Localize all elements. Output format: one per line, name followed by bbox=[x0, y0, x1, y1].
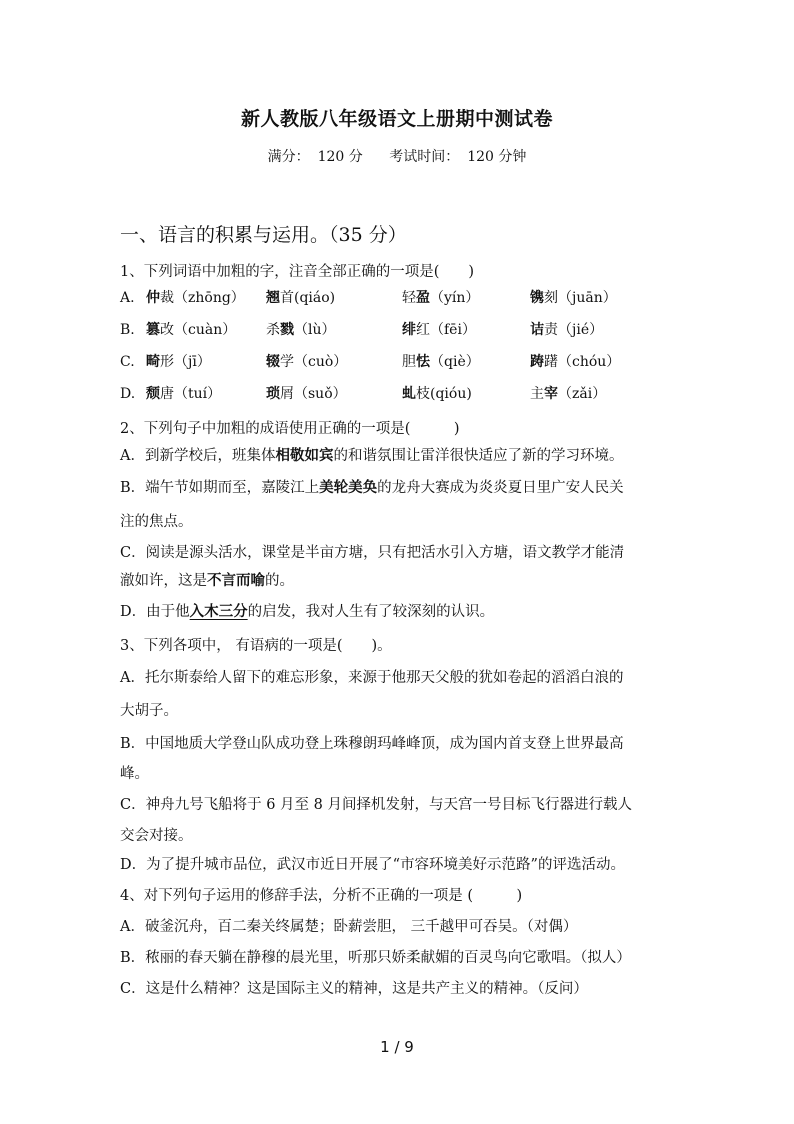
q1-option-label: C. bbox=[120, 354, 135, 370]
q1-option-word bbox=[266, 288, 335, 308]
q1-option-label: A. bbox=[120, 290, 135, 306]
q2-option-d bbox=[120, 602, 494, 622]
q3-option-a-line2: 大胡子。 bbox=[120, 703, 178, 719]
plain-char: 主 bbox=[530, 386, 544, 402]
q2-stem: 2、下列句子中加粗的成语使用正确的一项是( ) bbox=[120, 421, 460, 437]
q1-option-word bbox=[402, 384, 472, 404]
q1-option-word bbox=[146, 352, 211, 372]
q1-option-word bbox=[266, 352, 347, 372]
pinyin-text: 刻（juān） bbox=[544, 290, 617, 306]
page-title: 新人教版八年级语文上册期中测试卷 bbox=[240, 108, 553, 130]
q1-option-label: B. bbox=[120, 322, 135, 338]
q2-option-b bbox=[120, 478, 624, 498]
q2-c-text-end: 的。 bbox=[265, 573, 294, 589]
q1-stem: 1、下列词语中加粗的字，注音全部正确的一项是( ) bbox=[120, 264, 475, 280]
q1-option-word bbox=[402, 288, 479, 308]
plain-char: 杀 bbox=[266, 322, 280, 338]
q4-stem: 4、对下列句子运用的修辞手法，分析不正确的一项是 ( ) bbox=[120, 888, 523, 904]
pinyin-text: （qiè） bbox=[430, 354, 480, 370]
pinyin-text: 屑（suǒ） bbox=[280, 386, 347, 402]
q2-option-c-line2 bbox=[120, 571, 294, 591]
q1-option-word bbox=[530, 384, 606, 404]
q2-a-idiom: 相敬如宾 bbox=[275, 447, 334, 464]
bold-char: 虬 bbox=[402, 386, 416, 402]
plain-char: 胆 bbox=[402, 354, 416, 370]
q2-d-text: D．由于他 bbox=[120, 604, 190, 620]
bold-char: 琐 bbox=[266, 386, 280, 402]
q2-d-text-end: 的启发，我对人生有了较深刻的认识。 bbox=[247, 604, 495, 620]
pinyin-text: 唐（tuí） bbox=[160, 386, 222, 402]
score-value: 120 分 bbox=[317, 149, 363, 165]
q2-d-idiom: 入木三分 bbox=[189, 603, 248, 620]
page-number: 1 / 9 bbox=[380, 1038, 414, 1056]
pinyin-text: 改（cuàn） bbox=[160, 322, 237, 338]
bold-char: 戮 bbox=[280, 322, 294, 338]
pinyin-text: 形（jī） bbox=[160, 354, 211, 370]
q1-option-word bbox=[402, 352, 480, 372]
q2-b-text: B．端午节如期而至，嘉陵江上 bbox=[120, 480, 320, 496]
pinyin-text: （yín） bbox=[430, 290, 480, 306]
q3-stem: 3、下列各项中， 有语病的一项是( )。 bbox=[120, 638, 392, 654]
q2-option-c-line1: C．阅读是源头活水，课堂是半亩方塘，只有把活水引入方塘，语文教学才能清 bbox=[120, 545, 625, 561]
q3-option-c-line1: C．神舟九号飞船将于 6 月至 8 月间择机发射，与天宫一号目标飞行器进行载人 bbox=[120, 797, 632, 813]
pinyin-text: 枝(qióu) bbox=[416, 386, 472, 402]
q1-option-word bbox=[402, 320, 476, 340]
bold-char: 颓 bbox=[146, 386, 160, 402]
q4-option-c: C．这是什么精神？这是国际主义的精神，这是共产主义的精神。（反问） bbox=[120, 981, 588, 997]
q3-option-b-line2: 峰。 bbox=[120, 766, 149, 782]
time-value: 120 分钟 bbox=[467, 149, 527, 165]
q2-option-a bbox=[120, 446, 623, 466]
bold-char: 镌 bbox=[530, 290, 544, 306]
q2-a-text: A．到新学校后，班集体 bbox=[120, 448, 276, 464]
q2-b-idiom: 美轮美奂 bbox=[319, 479, 378, 496]
pinyin-text: （lù） bbox=[294, 322, 336, 338]
q3-option-c-line2: 交会对接。 bbox=[120, 828, 193, 844]
exam-info bbox=[0, 146, 794, 166]
q1-option-word bbox=[146, 384, 221, 404]
q1-option-word bbox=[530, 288, 617, 308]
pinyin-text: 学（cuò） bbox=[280, 354, 348, 370]
pinyin-text: 裁（zhōng） bbox=[160, 290, 245, 306]
bold-char: 踌 bbox=[530, 354, 544, 370]
q3-option-d: D．为了提升城市品位，武汉市近日开展了“市容环境美好示范路”的评选活动。 bbox=[120, 857, 625, 873]
q1-option-word bbox=[530, 320, 603, 340]
bold-char: 宰 bbox=[544, 386, 558, 402]
q1-option-word bbox=[266, 384, 347, 404]
pinyin-text: 责（jié） bbox=[544, 322, 604, 338]
q2-option-b-cont: 注的焦点。 bbox=[120, 514, 193, 530]
bold-char: 怯 bbox=[416, 354, 430, 370]
pinyin-text: 首(qiáo) bbox=[280, 290, 336, 306]
time-label: 考试时间： bbox=[389, 149, 460, 165]
bold-char: 仲 bbox=[146, 290, 160, 306]
q2-c-text: 澈如许，这是 bbox=[120, 573, 207, 589]
bold-char: 篡 bbox=[146, 322, 160, 338]
section-heading: 一、语言的积累与运用。（35 分） bbox=[120, 224, 407, 246]
q2-b-text-end: 的龙舟大赛成为炎炎夏日里广安人民关 bbox=[377, 480, 624, 496]
q1-option-word bbox=[146, 320, 236, 340]
bold-char: 翘 bbox=[266, 290, 280, 306]
pinyin-text: （zǎi） bbox=[558, 386, 607, 402]
q3-option-b-line1: B．中国地质大学登山队成功登上珠穆朗玛峰峰顶，成为国内首支登上世界最高 bbox=[120, 736, 624, 752]
q1-option-word bbox=[530, 352, 620, 372]
score-label: 满分： bbox=[267, 149, 310, 165]
pinyin-text: 躇（chóu） bbox=[544, 354, 621, 370]
q4-option-a: A．破釜沉舟，百二秦关终属楚；卧薪尝胆， 三千越甲可吞吴。（对偶） bbox=[120, 919, 578, 935]
q4-option-b: B．秾丽的春天躺在静穆的晨光里，听那只娇柔献媚的百灵鸟向它歌唱。（拟人） bbox=[120, 950, 631, 966]
bold-char: 绯 bbox=[402, 322, 416, 338]
q1-option-word bbox=[266, 320, 336, 340]
q1-option-word bbox=[146, 288, 245, 308]
q2-c-idiom: 不言而喻 bbox=[207, 572, 265, 589]
q1-option-label: D. bbox=[120, 386, 136, 402]
q2-a-text-end: 的和谐氛围让雷洋很快适应了新的学习环境。 bbox=[333, 448, 624, 464]
plain-char: 轻 bbox=[402, 290, 416, 306]
bold-char: 诘 bbox=[530, 322, 544, 338]
bold-char: 辍 bbox=[266, 354, 280, 370]
bold-char: 盈 bbox=[416, 290, 430, 306]
pinyin-text: 红（fēi） bbox=[416, 322, 476, 338]
q3-option-a-line1: A．托尔斯泰给人留下的难忘形象，来源于他那天父般的犹如卷起的滔滔白浪的 bbox=[120, 670, 624, 686]
bold-char: 畸 bbox=[146, 354, 160, 370]
